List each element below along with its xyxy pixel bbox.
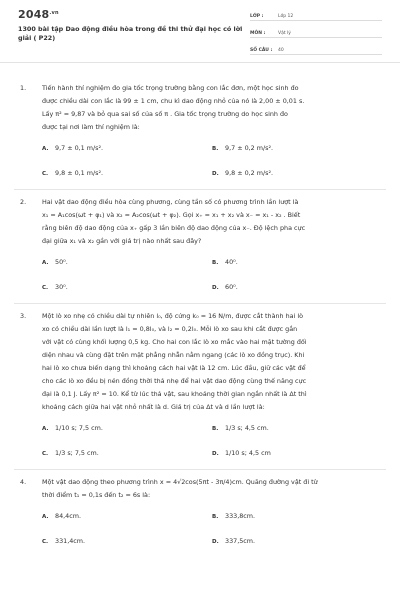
choice-text: 9,8 ± 0,1 m/s². xyxy=(55,169,104,177)
question-line: diện nhau và cùng đặt trên mặt phẳng nhẵn nằm ngang (các lò xo đồng trục). Khi xyxy=(42,351,305,359)
choice-text: 40⁰. xyxy=(225,258,238,266)
question-line: khoảng cách giữa hai vật nhỏ nhất là d. Giá trị của Δt và d lần lượt là: xyxy=(42,403,265,411)
question-line: Một lò xo nhẹ có chiều dài tự nhiên l₀, độ cứng k₀ = 16 N/m, được cắt thành hai lò xyxy=(42,312,304,320)
question-4 xyxy=(14,476,386,549)
choice-letter: C. xyxy=(42,171,49,177)
question-number: 4. xyxy=(20,478,27,486)
answer-choices xyxy=(42,142,386,181)
choice-text: 30⁰. xyxy=(55,283,68,291)
choice-text: 9,7 ± 0,1 m/s². xyxy=(55,144,104,152)
question-number: 1. xyxy=(20,84,27,92)
choice-d[interactable] xyxy=(212,447,382,461)
question-1 xyxy=(14,82,386,181)
meta-value: 40 xyxy=(278,48,284,53)
question-list xyxy=(14,82,386,549)
choice-text: 9,8 ± 0,2 m/s². xyxy=(225,169,274,177)
choice-b[interactable] xyxy=(212,510,382,524)
choice-text: 1/10 s; 4,5 cm xyxy=(225,449,271,457)
question-line: xo có chiều dài lần lượt là l₁ = 0,8l₀, và l₂ = 0,2l₀. Mỗi lò xo sau khi cắt được gắn xyxy=(42,325,298,333)
question-divider xyxy=(14,469,386,470)
meta-row-class xyxy=(250,6,382,21)
choice-letter: A. xyxy=(42,146,49,152)
question-line: đại là 0,1 J. Lấy π² = 10. Kể từ lúc thả vật, sau khoảng thời gian ngắn nhất là Δt thì xyxy=(42,390,307,398)
question-line: thời điểm t₁ = 0,1s đến t₂ = 6s là: xyxy=(42,491,151,499)
choice-b[interactable] xyxy=(212,256,382,270)
question-text xyxy=(42,82,387,134)
meta-row-count xyxy=(250,40,382,55)
document-header xyxy=(0,0,400,63)
question-line: Một vật dao động theo phương trình x = 4√2cos(5πt - 3π/4)cm. Quãng đường vật đi từ xyxy=(42,478,318,486)
question-line: Tiến hành thí nghiệm đo gia tốc trọng trường bằng con lắc đơn, một học sinh đo xyxy=(42,84,299,92)
question-line: rằng biên độ dao động của x₊ gấp 3 lần biên độ dao động của x₋. Độ lệch pha cực xyxy=(42,224,306,232)
answer-choices xyxy=(42,256,386,295)
choice-b[interactable] xyxy=(212,422,382,436)
choice-a[interactable] xyxy=(42,256,212,270)
logo-suffix: .vn xyxy=(49,10,59,16)
choice-letter: A. xyxy=(42,426,49,432)
question-text xyxy=(42,476,387,502)
choice-text: 337,5cm. xyxy=(225,537,256,545)
meta-value: Vật lý xyxy=(278,31,291,36)
choice-letter: A. xyxy=(42,514,49,520)
choice-text: 9,7 ± 0,2 m/s². xyxy=(225,144,274,152)
question-line: hai lò xo chưa biến dạng thì khoảng cách hai vật là 12 cm. Lúc đầu, giữ các vật để xyxy=(42,364,306,372)
meta-label: LỚP : xyxy=(250,14,264,19)
question-line: được tại nơi làm thí nghiệm là: xyxy=(42,123,140,131)
choice-c[interactable] xyxy=(42,167,212,181)
meta-label: SỐ CÂU : xyxy=(250,48,273,53)
choice-a[interactable] xyxy=(42,422,212,436)
choice-letter: A. xyxy=(42,260,49,266)
question-line: Hai vật dao động điều hòa cùng phương, cùng tần số có phương trình lần lượt là xyxy=(42,198,299,206)
question-3 xyxy=(14,310,386,461)
choice-letter: B. xyxy=(212,426,219,432)
choice-text: 50⁰. xyxy=(55,258,68,266)
choice-letter: B. xyxy=(212,146,219,152)
choice-letter: B. xyxy=(212,260,219,266)
question-2 xyxy=(14,196,386,295)
choice-d[interactable] xyxy=(212,535,382,549)
choice-a[interactable] xyxy=(42,510,212,524)
choice-text: 1/10 s; 7,5 cm. xyxy=(55,424,103,432)
choice-a[interactable] xyxy=(42,142,212,156)
question-line: được chiều dài con lắc là 99 ± 1 cm, chu kì dao động nhỏ của nó là 2,00 ± 0,01 s. xyxy=(42,97,305,105)
choice-letter: C. xyxy=(42,285,49,291)
logo-text: 2048 xyxy=(18,8,50,21)
choice-letter: D. xyxy=(212,451,219,457)
choice-b[interactable] xyxy=(212,142,382,156)
choice-text: 84,4cm. xyxy=(55,512,81,520)
choice-c[interactable] xyxy=(42,535,212,549)
choice-letter: C. xyxy=(42,539,49,545)
meta-row-subject xyxy=(250,23,382,38)
choice-text: 331,4cm. xyxy=(55,537,86,545)
question-number: 2. xyxy=(20,198,27,206)
question-line: đại giữa x₁ và x₂ gần với giá trị nào nhất sau đây? xyxy=(42,237,202,245)
question-divider xyxy=(14,303,386,304)
choice-d[interactable] xyxy=(212,167,382,181)
choice-text: 333,8cm. xyxy=(225,512,256,520)
question-divider xyxy=(14,189,386,190)
answer-choices xyxy=(42,510,386,549)
choice-text: 1/3 s; 7,5 cm. xyxy=(55,449,99,457)
question-line: x₁ = A₁cos(ωt + φ₁) và x₂ = A₂cos(ωt + φ₂). Gọi x₊ = x₁ + x₂ và x₋ = x₁ - x₂ . Biết xyxy=(42,211,301,219)
answer-choices xyxy=(42,422,386,461)
choice-letter: C. xyxy=(42,451,49,457)
choice-letter: D. xyxy=(212,285,219,291)
choice-d[interactable] xyxy=(212,281,382,295)
question-number: 3. xyxy=(20,312,27,320)
choice-c[interactable] xyxy=(42,281,212,295)
question-text xyxy=(42,310,387,414)
choice-letter: B. xyxy=(212,514,219,520)
meta-label: MÔN : xyxy=(250,31,266,36)
question-line: Lấy π² = 9,87 và bỏ qua sai số của số π . Gia tốc trọng trường do học sinh đo xyxy=(42,110,288,118)
site-logo[interactable] xyxy=(18,8,59,21)
question-line: với vật có cùng khối lượng 0,5 kg. Cho hai con lắc lò xo mắc vào hai mặt tường đối xyxy=(42,338,307,346)
choice-text: 1/3 s; 4,5 cm. xyxy=(225,424,269,432)
question-line: cho các lò xo đều bị nén đồng thời thả nhẹ để hai vật dao động cùng thế năng cực xyxy=(42,377,307,385)
choice-letter: D. xyxy=(212,539,219,545)
meta-value: Lớp 12 xyxy=(278,14,294,19)
meta-panel xyxy=(250,6,382,57)
choice-text: 60⁰. xyxy=(225,283,238,291)
question-text xyxy=(42,196,387,248)
document-title: 1300 bài tập Dao động điều hòa trong đề thi thử đại học có lời giải ( P22) xyxy=(18,25,243,42)
choice-c[interactable] xyxy=(42,447,212,461)
choice-letter: D. xyxy=(212,171,219,177)
